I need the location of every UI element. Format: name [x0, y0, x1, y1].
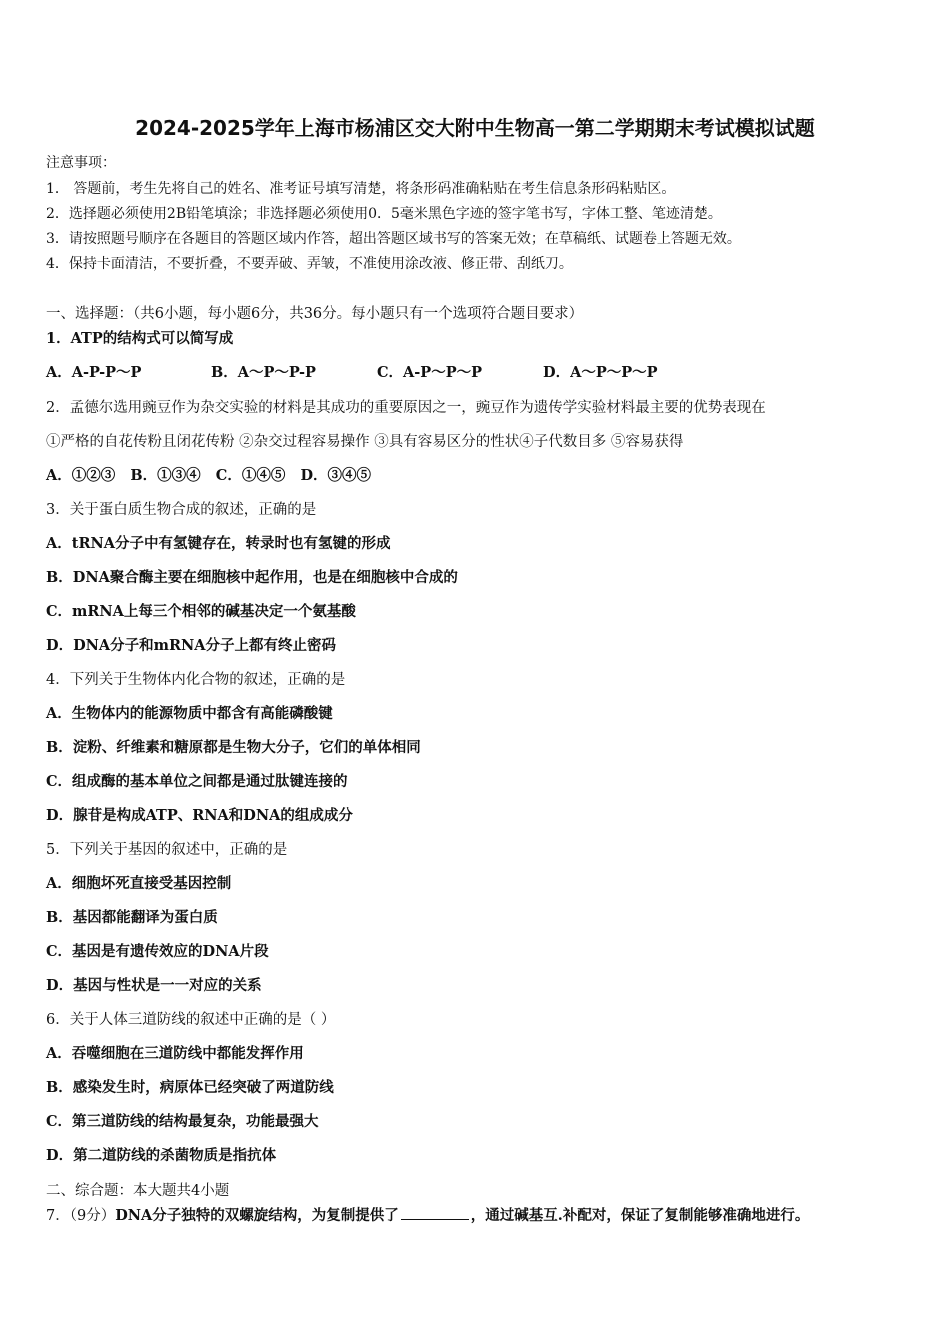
q4-option-b: B．淀粉、纤维素和糖原都是生物大分子，它们的单体相同	[46, 739, 421, 756]
q5-option-a: A．细胞坏死直接受基因控制	[46, 875, 232, 892]
notice-item-4: 4．保持卡面清洁，不要折叠，不要弄破、弄皱，不准使用涂改液、修正带、刮纸刀。	[46, 256, 573, 272]
q3-option-c: C．mRNA上每三个相邻的碱基决定一个氨基酸	[46, 603, 356, 620]
section2-heading: 二、综合题：本大题共4小题	[46, 1183, 230, 1199]
q6-option-b: B．感染发生时，病原体已经突破了两道防线	[46, 1079, 334, 1096]
q1-option-d: D．A～P～P～P	[543, 364, 658, 381]
q5-option-b: B．基因都能翻译为蛋白质	[46, 909, 218, 926]
q5-stem: 5．下列关于基因的叙述中，正确的是	[46, 842, 288, 858]
q2-stem: 2．孟德尔选用豌豆作为杂交实验的材料是其成功的重要原因之一，豌豆作为遗传学实验材料最主要的优势表现在	[46, 400, 766, 416]
q1-options	[46, 361, 658, 382]
q3-option-d: D．DNA分子和mRNA分子上都有终止密码	[46, 637, 337, 654]
q6-option-a: A．吞噬细胞在三道防线中都能发挥作用	[46, 1045, 304, 1062]
q6-stem: 6．关于人体三道防线的叙述中正确的是（ ）	[46, 1012, 336, 1028]
q4-option-a: A．生物体内的能源物质中都含有高能磷酸键	[46, 705, 333, 722]
q5-option-c: C．基因是有遗传效应的DNA片段	[46, 943, 269, 960]
q7-text-1: DNA分子独特的双螺旋结构，为复制提供了	[115, 1207, 399, 1224]
q4-option-d: D．腺苷是构成ATP、RNA和DNA的组成成分	[46, 807, 353, 824]
q4-stem: 4．下列关于生物体内化合物的叙述，正确的是	[46, 672, 346, 688]
notice-item-2: 2．选择题必须使用2B铅笔填涂；非选择题必须使用0．5毫米黑色字迹的签字笔书写，字体工整、笔迹清楚。	[46, 206, 722, 222]
notice-item-3: 3．请按照题号顺序在各题目的答题区域内作答，超出答题区域书写的答案无效；在草稿纸、试题卷上答题无效。	[46, 231, 741, 247]
q4-option-c: C．组成酶的基本单位之间都是通过肽键连接的	[46, 773, 348, 790]
q1-stem: 1．ATP的结构式可以简写成	[46, 330, 234, 347]
q3-option-b: B．DNA聚合酶主要在细胞核中起作用，也是在细胞核中合成的	[46, 569, 458, 586]
q2-stem-2: ①严格的自花传粉且闭花传粉 ②杂交过程容易操作 ③具有容易区分的性状④子代数目多 ⑤容易获得	[46, 434, 684, 450]
q7-text-2: ，通过碱基互.补配对，保证了复制能够准确地进行。	[470, 1207, 810, 1224]
q7-stem	[46, 1204, 809, 1225]
q3-stem: 3．关于蛋白质生物合成的叙述，正确的是	[46, 502, 317, 518]
q3-option-a: A．tRNA分子中有氢键存在，转录时也有氢键的形成	[46, 535, 391, 552]
section1-heading: 一、选择题：（共6小题，每小题6分，共36分。每小题只有一个选项符合题目要求）	[46, 306, 584, 322]
q7-prefix: 7．（9分）	[46, 1208, 116, 1224]
notice-heading: 注意事项：	[46, 155, 116, 171]
q6-option-c: C．第三道防线的结构最复杂，功能最强大	[46, 1113, 319, 1130]
q1-option-c: C．A-P～P～P	[377, 364, 483, 381]
q7-answer-blank[interactable]	[401, 1207, 469, 1220]
notice-item-1: 1． 答题前，考生先将自己的姓名、准考证号填写清楚，将条形码准确粘贴在考生信息条形码粘贴区。	[46, 181, 676, 197]
q6-option-d: D．第二道防线的杀菌物质是指抗体	[46, 1147, 277, 1164]
page-title: 2024-2025学年上海市杨浦区交大附中生物高一第二学期期末考试模拟试题	[135, 116, 815, 140]
q1-option-b: B．A～P～P-P	[211, 364, 316, 381]
q5-option-d: D．基因与性状是一一对应的关系	[46, 977, 262, 994]
q2-options: A．①②③ B．①③④ C．①④⑤ D．③④⑤	[46, 467, 372, 484]
q1-option-a: A．A-P-P～P	[46, 364, 142, 381]
